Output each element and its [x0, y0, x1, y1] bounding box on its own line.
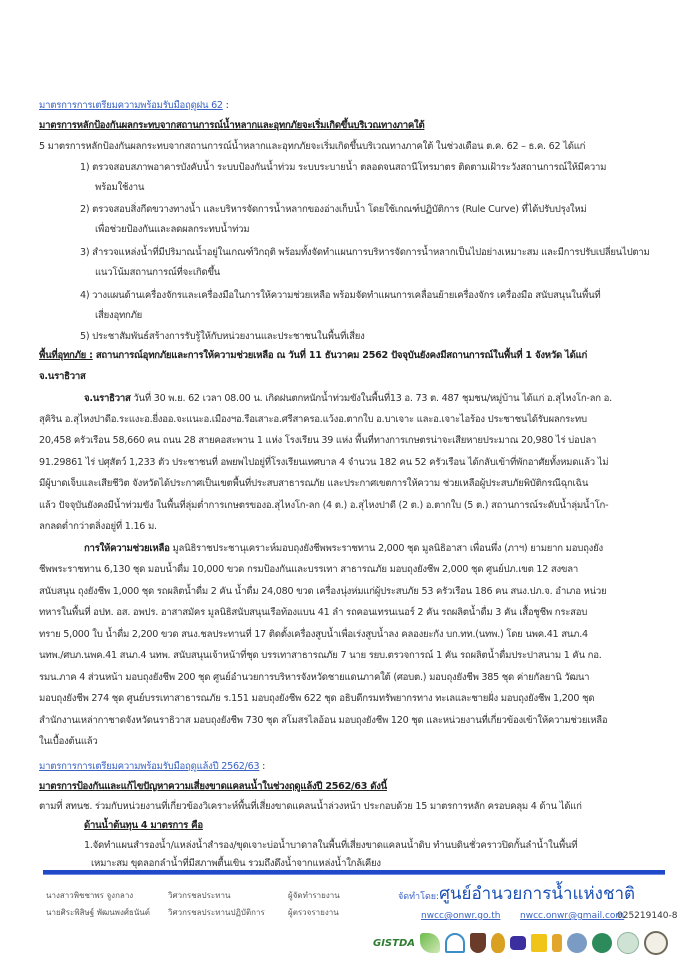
gistda-logo: GISTDA	[373, 937, 415, 949]
section1-item-4-line1: 4) วางแผนด้านเครื่องจักรและเครื่องมือในการให้ความช่วยเหลือ พร้อมจัดทำแผนการเคลื่อนย้ายเครื่องจักร เครื่องมือ สนับสนุนในพื้นที่	[80, 290, 601, 301]
para1-line-1	[84, 392, 612, 405]
para1-line-1-text: วันที่ 30 พ.ย. 62 เวลา 08.00 น. เกิดฝนตกหนักน้ำท่วมขังในพื้นที่13 อ. 73 ต. 487 ชุมชน/หมู่บ้าน ได้แก่ อ.สุไหงโก-ลก อ.	[130, 393, 612, 404]
para2-line-4: ทหารในพื้นที่ อปท. อส. อพปร. อาสาสมัคร มูลนิธิสนับสนุนเรือท้องแบน 41 ลำ รถคอนเทรนเนอร์ 2 คัน รถผลิตน้ำดื่ม 3 คัน เสื้อชูชีพ กระสอบ	[39, 607, 588, 618]
para2-lead: การให้ความช่วยเหลือ	[84, 543, 170, 554]
section3-intro: ตามที่ สทนช. ร่วมกับหน่วยงานที่เกี่ยวข้องวิเคราะห์พื้นที่เสี่ยงขาดแคลนน้ำล่วงหน้า ประกอบด้วย 15 มาตรการหลัก ครอบคลุม 4 ด้าน ได้แก่	[39, 801, 582, 812]
signatory-1-name: นางสาวพิชชาพร จูงกลาง	[46, 891, 134, 900]
para2-line-3: สนับสนุน ถุงยังชีพ 1,000 ชุด รถผลิตน้ำดื่ม 2 คัน น้ำดื่ม 24,080 ขวด เครื่องนุ่งห่มแก่ผู้ประสบภัย 53 ครัวเรือน 186 คน สนง.ปภ.จ. อำเภอ หน่วย	[39, 586, 607, 597]
section1-item-3-line2: แนวโน้มสถานการณ์ที่จะเกิดขึ้น	[95, 267, 221, 278]
para2-line-2: ชีพพระราชทาน 6,130 ชุด มอบน้ำดื่ม 10,000 ขวด กรมป้องกันและบรรเทา สาธารณภัย มอบถุงยังชีพ 2,000 ชุด ศูนย์ปภ.เขต 12 สงขลา	[39, 564, 578, 575]
prepared-by-label: จัดทำโดย:	[398, 892, 440, 902]
logo-green-seal-icon	[592, 933, 612, 953]
section1-item-5-line1: 5) ประชาสัมพันธ์สร้างการรับรู้ให้กับหน่วยงานและประชาชนในพื้นที่เสี่ยง	[80, 331, 365, 342]
section3-item-1-line1: 1.จัดทำแผนสำรองน้ำ/แหล่งน้ำสำรอง/ขุดเจาะบ่อน้ำบาดาลในพื้นที่เสี่ยงขาดแคลนน้ำดิบ ทำนบดินชั่วคราวปิดกั้นลำน้ำในพื้นที่	[84, 840, 578, 851]
para2-line-1-text: มูลนิธิราชประชานุเคราะห์มอบถุงยังชีพพระราชทาน 2,000 ชุด มูลนิธิอาสา เพื่อนพึ่ง (ภาฯ) ยามยาก มอบถุงยัง	[169, 543, 603, 554]
signatory-1-role: ผู้จัดทำรายงาน	[288, 891, 340, 900]
para2-line-6: นทพ./ศบภ.นพค.41 สนภ.4 นทพ. สนับสนุนเจ้าหน้าที่ชุด บรรเทาสาธารณภัย 7 นาย รยบ.ตรวจการณ์ 1 คัน รถผลิตน้ำดื่มประปาสนาม 1 คัน กอ.	[39, 650, 602, 661]
section3-item-1-line2: เหมาะสม ขุดลอกลำน้ำที่มีสภาพตื้นเขิน รวมถึงดึงน้ำจากแหล่งน้ำใกล้เคียง	[91, 858, 381, 869]
logo-emblem-icon	[491, 933, 505, 953]
para2-line-10: ในเบื้องต้นแล้ว	[39, 736, 98, 747]
signatory-2-position: วิศวกรชลประทานปฏิบัติการ	[168, 908, 265, 917]
section2-title-line1	[39, 349, 587, 362]
para2-line-9: สำนักงานเหล่ากาชาดจังหวัดนราธิวาส มอบถุงยังชีพ 730 ชุด สโมสรไลอ้อน มอบถุงยังชีพ 120 ชุด และหน่วยงานที่เกี่ยวข้องเข้าให้ความช่วยเหลือ	[39, 715, 608, 726]
logo-seal-icon	[567, 933, 587, 953]
org-name: ศูนย์อำนวยการน้ำแห่งชาติ	[439, 884, 636, 904]
section1-heading-link[interactable]: มาตรการการเตรียมความพร้อมรับมือฤดูฝน 62	[39, 100, 223, 111]
phone-number: 025219140-8	[617, 911, 678, 921]
partner-logos	[373, 931, 668, 955]
section3-heading-link[interactable]: มาตรการการเตรียมความพร้อมรับมือฤดูแล้งปี 2562/63	[39, 761, 260, 772]
para2-line-1	[84, 542, 603, 555]
prepared-by	[398, 880, 635, 907]
section1-item-2-line2: เพื่อช่วยป้องกันและลดผลกระทบน้ำท่วม	[95, 224, 250, 235]
section1-intro: 5 มาตรการหลักป้องกันผลกระทบจากสถานการณ์น้ำหลากและอุทกภัยจะเริ่มเกิดขึ้นบริเวณทางภาคใต้ ในช่วงเดือน ต.ค. 62 – ธ.ค. 62 ได้แก่	[39, 141, 586, 152]
logo-figure-icon	[552, 934, 562, 952]
section1-item-3-line1: 3) สำรวจแหล่งน้ำที่มีปริมาณน้ำอยู่ในเกณฑ์วิกฤติ พร้อมทั้งจัดทำแผนการบริหารจัดการน้ำหลากเป็นไปอย่างเหมาะสม และมีการปรับเปลี่ยนไปตาม	[80, 247, 650, 258]
footer-divider	[43, 870, 665, 874]
section2-label-link[interactable]: พื้นที่อุทกภัย :	[39, 350, 93, 361]
para1-line-6: แล้ว ปัจจุบันยังคงมีน้ำท่วมขัง ในพื้นที่ลุ่มต่ำการเกษตรของอ.สุไหงโก-ลก (4 ต.) อ.สุไหงปาดี (2 ต.) อ.ตากใบ (5 ต.) สถานการณ์ระดับน้ำลุ่มน้ำโก-	[39, 500, 609, 511]
section1-heading-line	[39, 99, 229, 112]
para2-line-8: มอบถุงยังชีพ 274 ชุด ศูนย์บรรเทาสาธารณภัย ร.151 มอบถุงยังชีพ 622 ชุด อธิบดีกรมทรัพยากรทาง ทะเลและชายฝั่ง มอบถุงยังชีพ 1,200 ชุด	[39, 693, 595, 704]
section1-subheading: มาตรการหลักป้องกันผลกระทบจากสถานการณ์น้ำหลากและอุทกภัยจะเริ่มเกิดขึ้นบริเวณทางภาคใต้	[39, 120, 425, 131]
logo-round-seal-icon	[644, 931, 668, 955]
section3-sub-heading: ด้านน้ำต้นทุน 4 มาตรการ คือ	[84, 820, 203, 831]
section1-item-2-line1: 2) ตรวจสอบสิ่งกีดขวางทางน้ำ และบริหารจัดการน้ำหลากของอ่างเก็บน้ำ โดยใช้เกณฑ์ปฏิบัติการ (Rule Curve) ที่ได้ปรับปรุงใหม่	[80, 204, 587, 215]
section1-item-4-line2: เสี่ยงอุทกภัย	[95, 310, 143, 321]
para2-line-7: รมน.ภาค 4 ส่วนหน้า มอบถุงยังชีพ 200 ชุด ศูนย์อำนวยการบริหารจังหวัดชายแดนภาคใต้ (ศอบต.) มอบถุงยังชีพ 385 ชุด ค่ายกัลยานิ วัฒนา	[39, 672, 590, 683]
signatory-2-role: ผู้ตรวจรายงาน	[288, 908, 339, 917]
section1-item-1-line2: พร้อมใช้งาน	[95, 182, 145, 193]
logo-leaf-icon	[420, 933, 440, 953]
logo-square-icon	[531, 934, 547, 952]
logo-light-seal-icon	[617, 932, 639, 954]
logo-shield-icon	[470, 933, 486, 953]
section2-title: สถานการณ์อุทกภัยและการให้ความช่วยเหลือ ณ วันที่ 11 ธันวาคม 2562 ปัจจุบันยังคงมีสถานการณ์ในพื้นที่ 1 จังหวัด ได้แก่	[92, 350, 588, 361]
para1-line-7: ลกลดต่ำกว่าตลิ่งอยู่ที่ 1.16 ม.	[39, 521, 157, 532]
para2-line-5: ทราย 5,000 ใบ น้ำดื่ม 2,200 ขวด สนง.ชลประทานที่ 17 ติดตั้งเครื่องสูบน้ำเพื่อเร่งสูบน้ำลง คลองยะกัง บก.ทท.(นทพ.) โดย นพค.41 สนภ.4	[39, 629, 588, 640]
section2-title-line2: จ.นราธิวาส	[39, 371, 86, 382]
para1-line-2: สุคิริน อ.สุไหงปาดีอ.ระแงะอ.ยี่งออ.จะแนะอ.เมืองฯอ.รือเสาะอ.ศรีสาครอ.แว้งอ.ตากใบ อ.บาเจาะ และอ.เจาะไอร้อง ประชาชนได้รับผลกระทบ	[39, 414, 587, 425]
para1-lead: จ.นราธิวาส	[84, 393, 131, 404]
para1-line-5: มีผู้บาดเจ็บและเสียชีวิต จังหวัดได้ประกาศเป็นเขตพื้นที่ประสบสาธารณภัย และประกาศเขตการให้ความ ช่วยเหลือผู้ประสบภัยพิบัติกรณีฉุกเฉิน	[39, 478, 589, 489]
section1-item-1-line1: 1) ตรวจสอบสภาพอาคารบังคับน้ำ ระบบป้องกันน้ำท่วม ระบบระบายน้ำ ตลอดจนสถานีโทรมาตร ติดตามเฝ้าระวังสถานการณ์ให้มีความ	[80, 162, 607, 173]
signatory-1-position: วิศวกรชลประทาน	[168, 891, 231, 900]
logo-tv-icon	[510, 936, 526, 950]
para1-line-3: 20,458 ครัวเรือน 58,660 คน ถนน 28 สายคอสะพาน 1 แห่ง โรงเรียน 39 แห่ง พื้นที่ทางการเกษตรน่าจะเสียหายประมาณ 20,980 ไร่ บ่อปลา	[39, 435, 597, 446]
email-link-1[interactable]: nwcc@onwr.go.th	[421, 911, 501, 921]
para1-line-4: 91.29861 ไร่ ปศุสัตว์ 1,233 ตัว ประชาชนที่ อพยพไปอยู่ที่โรงเรียนเทศบาล 4 จำนวน 182 คน 52 ครัวเรือน ได้กลับเข้าที่พักอาศัยทั้งหมดแล้ว ไม่	[39, 457, 609, 468]
signatory-2-name: นายศิระพิสิษฐ์ พัฒนพงศ์ธนันต์	[46, 908, 150, 917]
section3-heading-line	[39, 760, 265, 773]
section1-heading-colon: :	[222, 100, 229, 111]
logo-arch-icon	[445, 933, 465, 953]
email-link-2[interactable]: nwcc.onwr@gmail.com	[520, 911, 625, 921]
section3-heading-colon: :	[259, 761, 266, 772]
section3-subheading: มาตรการป้องกันและแก้ไขปัญหาความเสี่ยงขาดแคลนน้ำในช่วงฤดูแล้งปี 2562/63 ดังนี้	[39, 781, 387, 792]
